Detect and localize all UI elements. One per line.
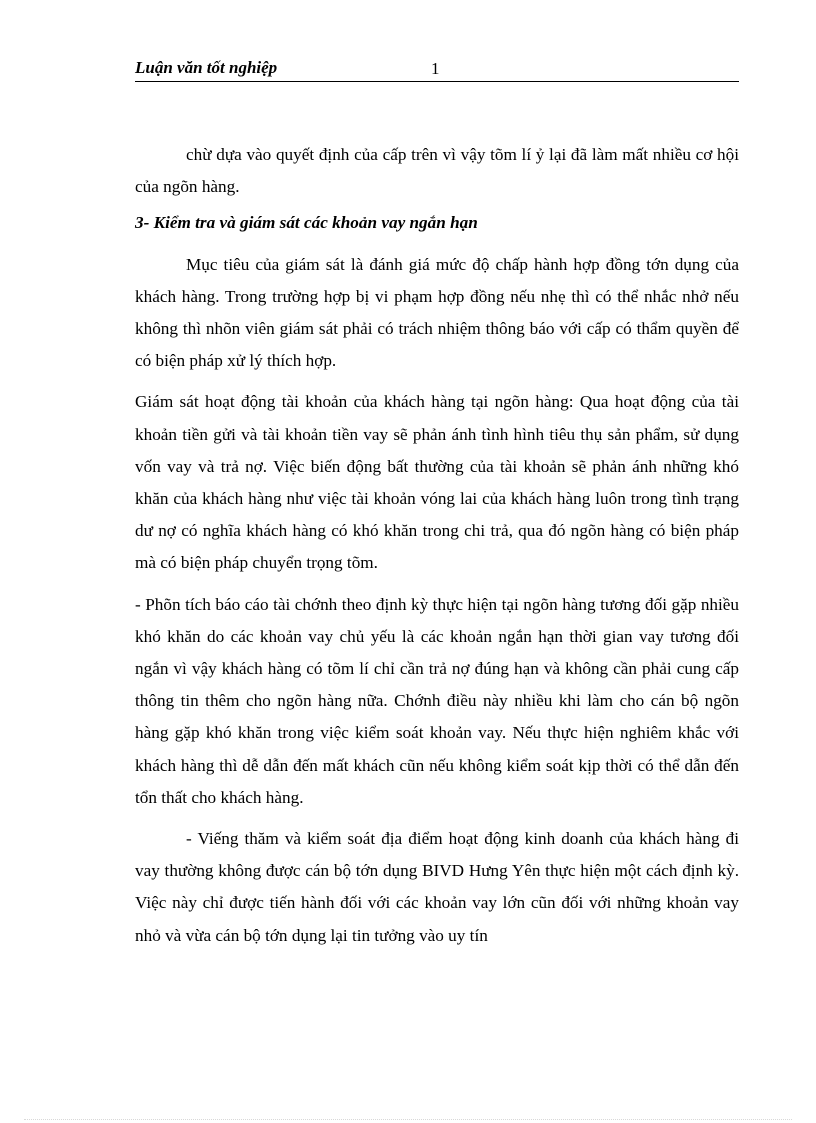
paragraph-financial-analysis: - Phõn tích báo cáo tài chớnh theo định kỳ thực hiện tại ngõn hàng tương đối gặp nhiều khó khăn do các khoản vay chủ yếu là các khoản ngắn hạn thời gian vay tương đối ngắn vì vậy khách hàng có tõm lí chỉ cần trả nợ đúng hạn và không cần phải cung cấp thông tin thêm cho ngõn hàng nữa. Chớnh điều này nhiều khi làm cho cán bộ ngõn hàng gặp khó khăn trong việc kiểm soát khoản vay. Nếu thực hiện nghiêm khắc với khách hàng thì dễ dẫn đến mất khách cũn nếu không kiểm soát kịp thời có thể dẫn đến tổn thất cho khách hàng. (135, 594, 739, 807)
paragraph-objective: Mục tiêu của giám sát là đánh giá mức độ chấp hành hợp đồng tớn dụng của khách hàng. Trong trường hợp bị vi phạm hợp đồng nếu nhẹ thì có thể nhắc nhở nếu không thì nhõn viên giám sát phải có trách nhiệm thông báo với cấp có thẩm quyền để có biện pháp xử lý thích hợp. (135, 254, 739, 371)
page-bottom-divider (24, 1119, 792, 1120)
paragraph-site-visits: - Viếng thăm và kiểm soát địa điểm hoạt động kinh doanh của khách hàng đi vay thường không được cán bộ tớn dụng BIVD Hưng Yên thực hiện một cách định kỳ. Việc này chỉ được tiến hành đối với các khoản vay lớn cũn đối với những khoản vay nhỏ và vừa cán bộ tớn dụng lại tin tưởng vào uy tín (135, 829, 739, 945)
page-number: 1 (431, 59, 440, 78)
paragraph-account-monitoring: Giám sát hoạt động tài khoản của khách hàng tại ngõn hàng: Qua hoạt động của tài khoản tiền gửi và tài khoản tiền vay sẽ phản ánh tình hình tiêu thụ sản phẩm, sử dụng vốn vay và trả nợ. Việc biến động bất thường của tài khoản sẽ phản ánh những khó khăn của khách hàng như việc tài khoản vóng lai của khách hàng luôn trong tình trạng dư nợ có nghĩa khách hàng có khó khăn trong chi trả, qua đó ngõn hàng có biện pháp mà có biện pháp chuyển trọng tõm. (135, 392, 739, 573)
document-title: Luận văn tốt nghiệp (135, 58, 278, 77)
document-body (135, 139, 739, 952)
section-heading: 3- Kiểm tra và giám sát các khoản vay ngắn hạn (135, 213, 478, 233)
page-header (135, 57, 739, 82)
paragraph-continuation: chừ dựa vào quyết định của cấp trên vì vậy tõm lí ỷ lại đã làm mất nhiều cơ hội của ngõn hàng. (135, 145, 739, 197)
